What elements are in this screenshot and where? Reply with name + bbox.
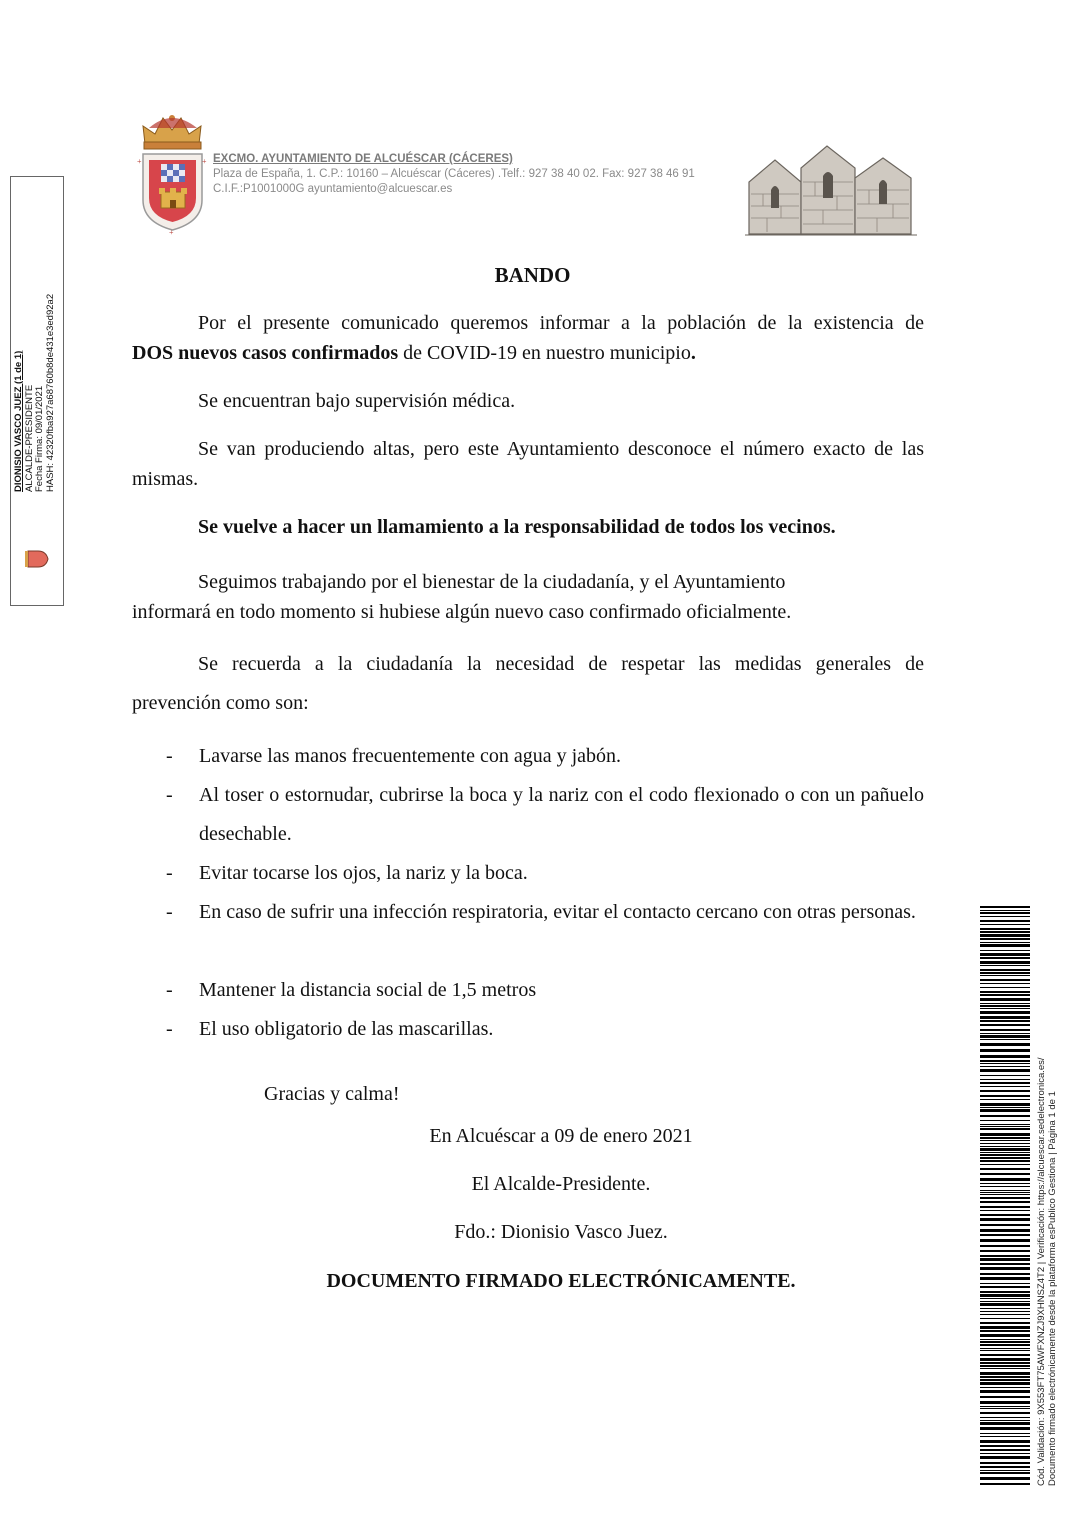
paragraph-prevention-intro	[132, 645, 924, 723]
list-item-text: Evitar tocarse los ojos, la nariz y la boca.	[199, 862, 528, 884]
svg-text:+: +	[169, 228, 174, 235]
church-illustration	[745, 138, 917, 236]
organization-name: EXCMO. AYUNTAMIENTO DE ALCUÉSCAR (CÁCERES)	[213, 153, 513, 165]
list-item	[132, 893, 924, 971]
coat-of-arms-icon	[135, 110, 210, 235]
closing-signed-by: Fdo.: Dionisio Vasco Juez.	[454, 1221, 668, 1243]
signature-hash: HASH: 42320fba927a68760b8de431e3ed92a2	[44, 293, 56, 492]
svg-text:+: +	[137, 157, 142, 166]
paragraph-supervision: Se encuentran bajo supervisión médica.	[198, 390, 516, 412]
paragraph-ongoing-work-line1: Seguimos trabajando por el bienestar de la ciudadanía, y el Ayuntamiento	[198, 571, 786, 593]
closing-thanks: Gracias y calma!	[264, 1083, 400, 1105]
svg-text:+: +	[202, 157, 207, 166]
page-title: BANDO	[494, 263, 571, 287]
closing-place-date: En Alcuéscar a 09 de enero 2021	[429, 1125, 693, 1147]
list-item-text: Mantener la distancia social de 1,5 metros	[199, 979, 537, 1001]
signer-name: DIONISIO VASCO JUEZ (1 de 1)	[13, 350, 24, 492]
list-item	[132, 776, 924, 854]
list-dash: -	[166, 745, 173, 767]
list-item-text: Al toser o estornudar, cubrirse la boca y la nariz con el codo flexionado o con un pañuelo desechable.	[199, 784, 924, 845]
organization-cif-email: C.I.F.:P1001000G ayuntamiento@alcuescar.es	[213, 183, 453, 195]
paragraph-ongoing-work-line2: informará en todo momento si hubiese algún nuevo caso confirmado oficialmente.	[132, 601, 792, 623]
list-item-text: El uso obligatorio de las mascarillas.	[199, 1018, 494, 1040]
electronic-signature-notice: DOCUMENTO FIRMADO ELECTRÓNICAMENTE.	[326, 1270, 796, 1292]
list-item-text: En caso de sufrir una infección respiratoria, evitar el contacto cercano con otras personas.	[199, 901, 916, 923]
list-item	[132, 1010, 924, 1049]
list-dash: -	[166, 901, 173, 923]
list-item-text: Lavarse las manos frecuentemente con agua y jabón.	[199, 745, 622, 767]
paragraph-prevention-intro-line1: Se recuerda a la ciudadanía la necesidad de respetar las medidas generales de	[198, 653, 924, 675]
closing-role: El Alcalde-Presidente.	[471, 1173, 651, 1195]
verification-info	[1036, 966, 1058, 1486]
paragraph-announcement-end: de COVID-19 en nuestro municipio	[398, 342, 691, 364]
new-cases-highlight: DOS nuevos casos confirmados	[132, 342, 399, 364]
list-item	[132, 854, 924, 893]
paragraph-responsibility-call: Se vuelve a hacer un llamamiento a la responsabilidad de todos los vecinos.	[198, 516, 836, 538]
list-dash: -	[166, 1018, 173, 1040]
paragraph-announcement-line1: Por el presente comunicado queremos informar a la población de la existencia de	[198, 312, 924, 334]
list-item	[132, 971, 924, 1010]
signature-stamp	[14, 252, 56, 492]
paragraph-ongoing-work	[132, 567, 924, 627]
paragraph-prevention-intro-line2: prevención como son:	[132, 692, 309, 714]
signer-role: ALCALDE-PRESIDENTE	[23, 384, 35, 492]
paragraph-discharges: Se van produciendo altas, pero este Ayuntamiento desconoce el número exacto de las mismas.	[132, 438, 924, 490]
seal-icon	[17, 546, 57, 572]
barcode-icon	[980, 906, 1030, 1488]
letterhead	[213, 152, 695, 197]
list-dash: -	[166, 862, 173, 884]
list-dash: -	[166, 979, 173, 1001]
signature-date: Fecha Firma: 09/01/2021	[34, 385, 45, 492]
paragraph-announcement-period: .	[690, 342, 696, 364]
list-item	[132, 737, 924, 776]
list-dash: -	[166, 784, 173, 806]
organization-address: Plaza de España, 1. C.P.: 10160 – Alcuéscar (Cáceres) .Telf.: 927 38 40 02. Fax: 927 38 46 91	[213, 168, 695, 180]
paragraph-announcement	[132, 308, 924, 368]
verification-platform-line: Documento firmado electrónicamente desde la plataforma esPublico Gestiona | Página 1 de 1	[1047, 1091, 1058, 1486]
verification-code-line: Cód. Validación: 9X553FT75AWFXNZJ9XHNSZ4T2 | Verificación: https://alcuescar.sedelectronica.es/	[1036, 1057, 1047, 1486]
